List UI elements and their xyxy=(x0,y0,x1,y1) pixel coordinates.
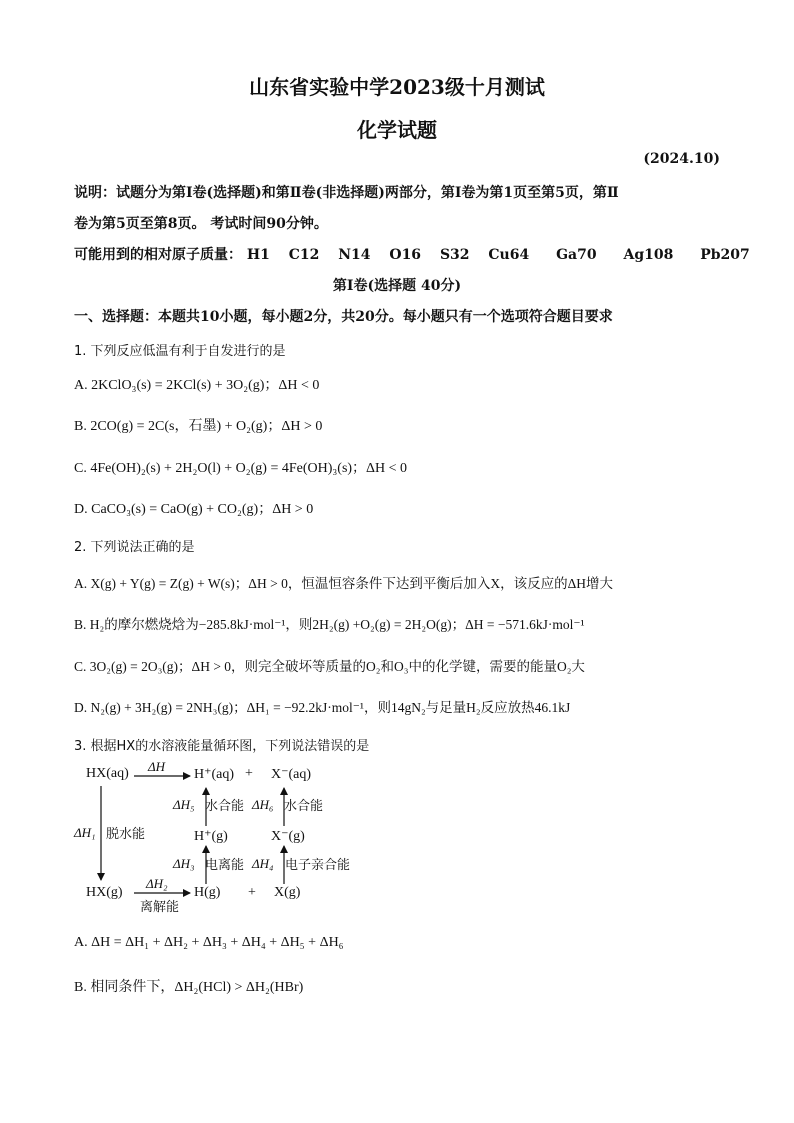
mass-cu: Cu64 xyxy=(488,247,530,263)
q3-stem: 3. 根据HX的水溶液能量循环图，下列说法错误的是 xyxy=(74,739,370,754)
label-electron-affinity: 电子亲合能 xyxy=(285,858,351,873)
species-x-aq: X⁻(aq) xyxy=(271,767,312,782)
q1-option-c: C. 4Fe(OH)₂(s) + 2H₂O(l) + O₂(g) = 4Fe(OH)₃(s)；ΔH < 0 xyxy=(74,461,408,476)
instructions-line-2: 卷为第5页至第8页。 考试时间90分钟。 xyxy=(74,216,328,232)
section-title: 第Ⅰ卷(选择题 40分) xyxy=(332,278,462,294)
label-dh3: ΔH₃ xyxy=(173,856,195,871)
species-hx-g: HX(g) xyxy=(86,885,123,900)
q1-option-d: D. CaCO₃(s) = CaO(g) + CO₂(g)；ΔH > 0 xyxy=(74,502,314,517)
mass-o: O16 xyxy=(389,247,422,263)
mass-ga: Ga70 xyxy=(556,247,597,263)
mass-c: C12 xyxy=(288,247,320,263)
label-dh2: ΔH₂ xyxy=(146,876,168,891)
instructions-line-1: 说明：试题分为第Ⅰ卷(选择题)和第Ⅱ卷(非选择题)两部分，第Ⅰ卷为第1页至第5页，第Ⅱ xyxy=(74,185,619,201)
species-h-aq: H⁺(aq) xyxy=(194,767,235,782)
species-h-ion-g: H⁺(g) xyxy=(194,829,228,844)
mass-n: N14 xyxy=(338,247,371,263)
q1-stem: 1. 下列反应低温有利于自发进行的是 xyxy=(74,344,286,359)
exam-subtitle: 化学试题 xyxy=(357,118,437,142)
section-heading: 一、选择题：本题共10小题，每小题2分，共20分。每小题只有一个选项符合题目要求 xyxy=(74,309,613,325)
plus-bottom: + xyxy=(248,885,256,900)
q3-option-a: A. ΔH = ΔH₁ + ΔH₂ + ΔH₃ + ΔH₄ + ΔH₅ + ΔH₆ xyxy=(74,935,344,950)
label-dh5: ΔH₅ xyxy=(173,797,195,812)
q2-option-c: C. 3O₂(g) = 2O₃(g)；ΔH > 0，则完全破坏等质量的O₂和O₃中的化学键，需要的能量O₂大 xyxy=(74,659,585,674)
q2-stem: 2. 下列说法正确的是 xyxy=(74,540,195,555)
exam-title: 山东省实验中学2023级十月测试 xyxy=(249,75,545,99)
species-x-ion-g: X⁻(g) xyxy=(271,829,305,844)
label-dehydration: 脱水能 xyxy=(106,827,146,842)
label-ionization: 电离能 xyxy=(205,858,245,873)
q3-option-b: B. 相同条件下，ΔH₂(HCl) > ΔH₂(HBr) xyxy=(74,980,304,995)
mass-h: H1 xyxy=(246,247,270,263)
label-dh6: ΔH₆ xyxy=(252,797,274,812)
exam-date: (2024.10) xyxy=(643,151,720,167)
label-dh: ΔH xyxy=(148,759,166,774)
q2-option-a: A. X(g) + Y(g) = Z(g) + W(s)；ΔH > 0，恒温恒容条件下达到平衡后加入X，该反应的ΔH增大 xyxy=(74,576,614,591)
q1-option-a: A. 2KClO₃(s) = 2KCl(s) + 3O₂(g)；ΔH < 0 xyxy=(74,378,320,393)
label-hydration-2: 水合能 xyxy=(284,799,324,814)
label-dh1: ΔH₁ xyxy=(74,825,96,840)
species-x-g: X(g) xyxy=(274,885,301,900)
mass-s: S32 xyxy=(439,247,470,263)
mass-pb: Pb207 xyxy=(700,247,750,263)
q1-option-b: B. 2CO(g) = 2C(s，石墨) + O₂(g)；ΔH > 0 xyxy=(74,419,323,434)
q2-option-d: D. N₂(g) + 3H₂(g) = 2NH₃(g)；ΔH₁ = −92.2kJ·mol⁻¹，则14gN₂与足量H₂反应放热46.1kJ xyxy=(74,700,571,715)
mass-ag: Ag108 xyxy=(623,247,674,263)
label-dh4: ΔH₄ xyxy=(252,856,274,871)
species-h-g: H(g) xyxy=(194,885,221,900)
plus-top: + xyxy=(245,766,253,781)
label-hydration-1: 水合能 xyxy=(205,799,245,814)
q2-option-b: B. H₂的摩尔燃烧焓为−285.8kJ·mol⁻¹，则2H₂(g) +O₂(g) = 2H₂O(g)；ΔH = −571.6kJ·mol⁻¹ xyxy=(74,617,585,632)
atomic-masses-label: 可能用到的相对原子质量： xyxy=(74,247,242,263)
species-hx-aq: HX(aq) xyxy=(86,766,129,781)
label-dissociation: 离解能 xyxy=(140,900,180,915)
